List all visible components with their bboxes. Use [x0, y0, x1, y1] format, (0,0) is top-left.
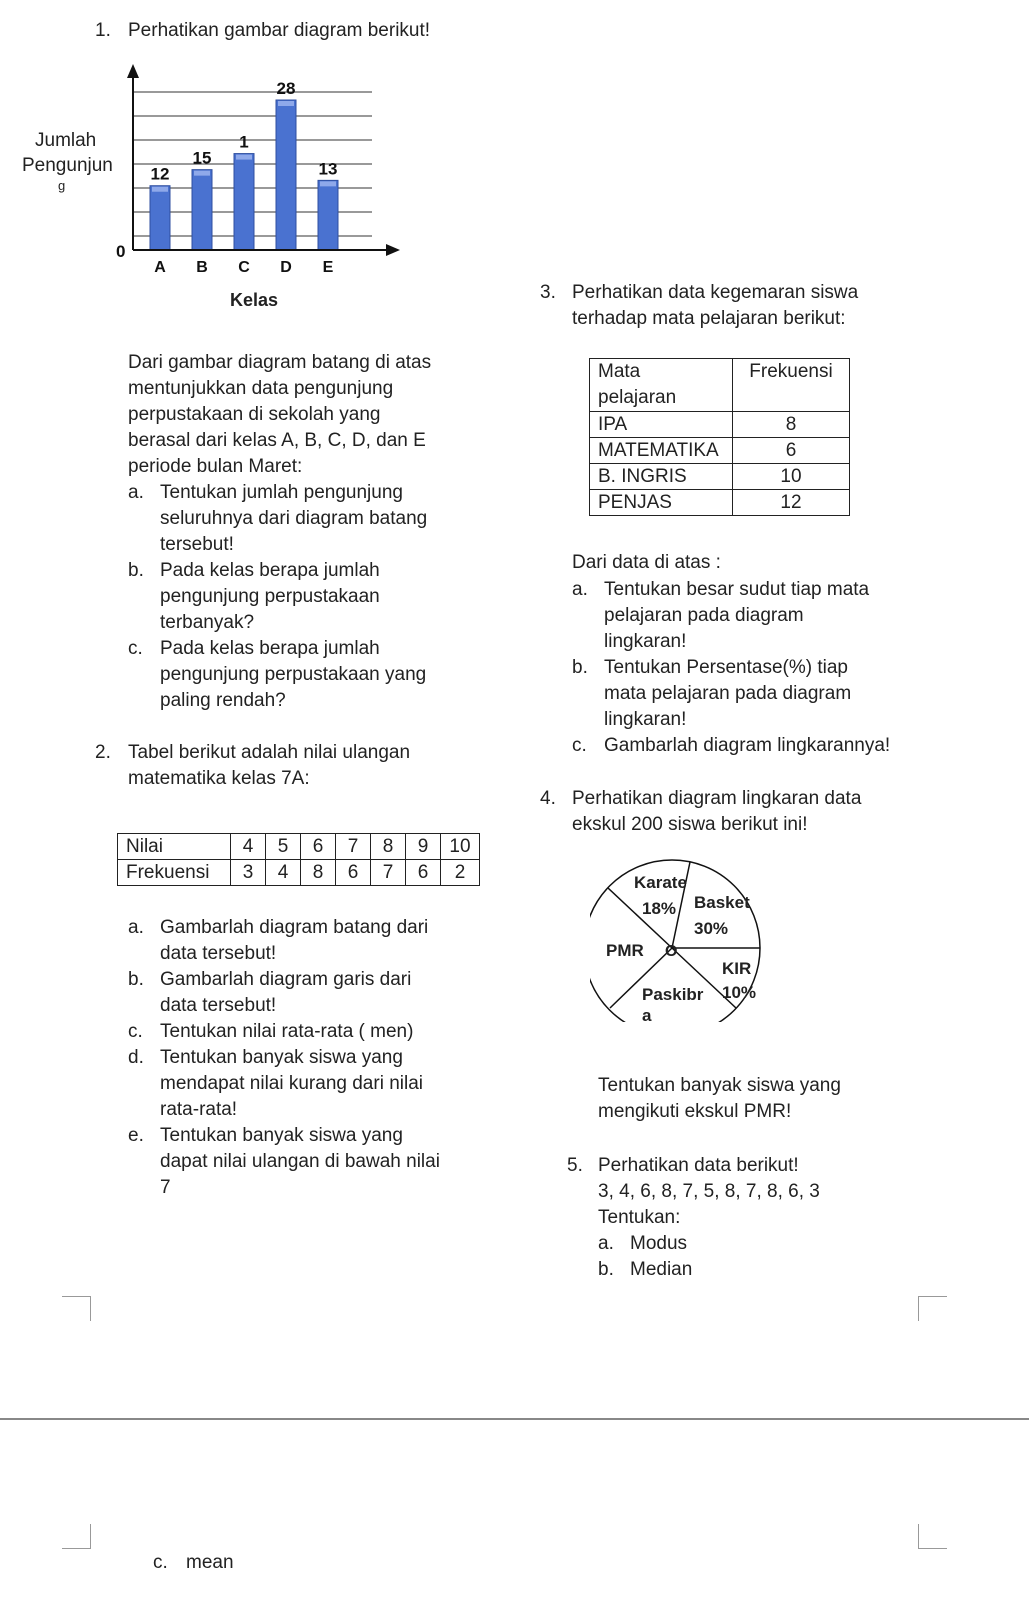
- table-cell: 6: [301, 834, 336, 860]
- q2-item-d-line2: mendapat nilai kurang dari nilai: [160, 1073, 423, 1094]
- q3-item-c-label: c.: [572, 735, 587, 756]
- data-label-A: 12: [150, 164, 170, 184]
- q3-item-a-label: a.: [572, 579, 588, 600]
- q4-title-line2: ekskul 200 siswa berikut ini!: [572, 814, 808, 835]
- q2-title-line1: Tabel berikut adalah nilai ulangan: [128, 742, 411, 763]
- pie-label-basket: Basket: [694, 893, 750, 912]
- table-cell-label: Frekuensi: [118, 860, 231, 886]
- table-cell: 7: [336, 834, 371, 860]
- table-cell: 2: [441, 860, 480, 886]
- table-cell: 9: [406, 834, 441, 860]
- q1-title: Perhatikan gambar diagram berikut!: [128, 20, 431, 41]
- q5-title: Perhatikan data berikut!: [598, 1155, 799, 1176]
- table-cell: 3: [231, 860, 266, 886]
- table-cell-subject: PENJAS: [590, 490, 733, 516]
- table-row-nilai: [118, 834, 480, 860]
- q2-item-e-line3: 7: [160, 1177, 171, 1198]
- q3-item-a-line3: lingkaran!: [604, 631, 687, 652]
- q1-item-a-line1: Tentukan jumlah pengunjung: [160, 482, 403, 503]
- pie-label-kir: KIR: [722, 959, 752, 978]
- q2-item-a-line2: data tersebut!: [160, 943, 277, 964]
- x-tick-C: C: [238, 259, 250, 276]
- data-label-D: 28: [276, 79, 296, 98]
- y-axis-label-line3: g: [58, 178, 66, 193]
- y-axis-arrow: [127, 64, 139, 78]
- bar-D: [276, 100, 296, 250]
- q1-item-a-line3: tersebut!: [160, 534, 234, 555]
- pie-label-kir-pct: 10%: [722, 983, 757, 1002]
- table-cell-frequency: 8: [733, 412, 850, 438]
- q3-item-b-label: b.: [572, 657, 588, 678]
- q1-item-a-label: a.: [128, 482, 144, 503]
- q5-item-a-label: a.: [598, 1233, 614, 1254]
- q3-item-b-line2: mata pelajaran pada diagram: [604, 683, 852, 704]
- origin-label: 0: [116, 242, 126, 261]
- chart-x-ticks: [154, 259, 333, 276]
- q5-number: 5.: [567, 1155, 583, 1176]
- q2-item-e-line2: dapat nilai ulangan di bawah nilai: [160, 1151, 440, 1172]
- table-cell-frequency: 6: [733, 438, 850, 464]
- q2-item-a-line1: Gambarlah diagram batang dari: [160, 917, 429, 938]
- q5-lead: Tentukan:: [598, 1207, 681, 1228]
- q1-item-b-label: b.: [128, 560, 144, 581]
- q2-number: 2.: [95, 742, 111, 763]
- q3-item-b-line1: Tentukan Persentase(%) tiap: [604, 657, 848, 678]
- q2-item-e-line1: Tentukan banyak siswa yang: [160, 1125, 403, 1146]
- q1-number: 1.: [95, 20, 111, 41]
- q3-title-line2: terhadap mata pelajaran berikut:: [572, 308, 846, 329]
- pie-label-karate-pct: 18%: [642, 899, 677, 918]
- q1-intro-line3: perpustakaan di sekolah yang: [128, 404, 381, 425]
- q1-intro-line5: periode bulan Maret:: [128, 456, 303, 477]
- pie-label-paskibra-2: a: [642, 1006, 652, 1025]
- q3-item-a-line2: pelajaran pada diagram: [604, 605, 804, 626]
- table-row-frekuensi: [118, 860, 480, 886]
- q1-intro-line1: Dari gambar diagram batang di atas: [128, 352, 432, 373]
- table-cell: 8: [301, 860, 336, 886]
- q2-title-line2: matematika kelas 7A:: [128, 768, 310, 789]
- pie-label-basket-pct: 30%: [694, 919, 729, 938]
- page-corner-bottom-left: [62, 1524, 91, 1549]
- q2-item-e-label: e.: [128, 1125, 144, 1146]
- q1-item-b-line3: terbanyak?: [160, 612, 255, 633]
- pie-divider-karate-pmr: [608, 888, 672, 948]
- q4-number: 4.: [540, 788, 556, 809]
- q1-item-c-line2: pengunjung perpustakaan yang: [160, 664, 427, 685]
- x-tick-B: B: [196, 259, 208, 276]
- table-cell: 6: [336, 860, 371, 886]
- q2-item-a-label: a.: [128, 917, 144, 938]
- bar-A: [150, 186, 170, 250]
- table-row: [590, 412, 850, 438]
- table-cell: 5: [266, 834, 301, 860]
- x-axis-arrow: [386, 244, 400, 256]
- q5-data-line: 3, 4, 6, 8, 7, 5, 8, 7, 8, 6, 3: [598, 1181, 820, 1202]
- q3-item-c-line1: Gambarlah diagram lingkarannya!: [604, 735, 891, 756]
- q2-item-b-line1: Gambarlah diagram garis dari: [160, 969, 412, 990]
- table-cell: 4: [266, 860, 301, 886]
- table-row: [590, 464, 850, 490]
- pie-center-mark: O: [665, 943, 678, 960]
- bar-B: [192, 170, 212, 250]
- q2-item-c-line1: Tentukan nilai rata-rata ( men): [160, 1021, 414, 1042]
- q2-item-c-label: c.: [128, 1021, 143, 1042]
- table-cell: 4: [231, 834, 266, 860]
- q5-item-a-text: Modus: [630, 1233, 688, 1254]
- x-axis-label: Kelas: [230, 290, 279, 310]
- data-label-C: 1: [239, 132, 249, 152]
- data-label-E: 13: [318, 159, 338, 179]
- pie-label-pmr: PMR: [606, 941, 644, 960]
- table-row: [590, 490, 850, 516]
- table-cell-subject: MATEMATIKA: [590, 438, 733, 464]
- bar-highlight-A: [152, 187, 168, 192]
- bar-highlight-C: [236, 155, 252, 160]
- x-tick-E: E: [322, 259, 334, 276]
- table-cell-frequency: 12: [733, 490, 850, 516]
- page-corner-top-right: [918, 1296, 947, 1321]
- table-cell: 8: [371, 834, 406, 860]
- q1-item-b-line1: Pada kelas berapa jumlah: [160, 560, 380, 581]
- q2-item-b-label: b.: [128, 969, 144, 990]
- table-cell-frequency: 10: [733, 464, 850, 490]
- q4-title-line1: Perhatikan diagram lingkaran data: [572, 788, 862, 809]
- table-cell-label: Nilai: [118, 834, 231, 860]
- q1-item-b-line2: pengunjung perpustakaan: [160, 586, 380, 607]
- q2-item-d-line3: rata-rata!: [160, 1099, 238, 1120]
- q3-subject-table: [589, 358, 850, 516]
- bar-C: [234, 154, 254, 250]
- page-divider: [0, 1418, 1029, 1420]
- table-header-row: [590, 359, 850, 412]
- bar-chart: [0, 60, 420, 330]
- table-cell-subject: IPA: [590, 412, 733, 438]
- table-cell: 10: [441, 834, 480, 860]
- q3-item-a-line1: Tentukan besar sudut tiap mata: [604, 579, 870, 600]
- page-corner-bottom-right: [918, 1524, 947, 1549]
- table-header-subject: [590, 359, 733, 412]
- bar-highlight-B: [194, 171, 210, 176]
- q3-number: 3.: [540, 282, 556, 303]
- q1-item-c-line1: Pada kelas berapa jumlah: [160, 638, 380, 659]
- q5-item-b-text: Median: [630, 1259, 693, 1280]
- q1-item-a-line2: seluruhnya dari diagram batang: [160, 508, 428, 529]
- q1-intro-line2: mentunjukkan data pengunjung: [128, 378, 394, 399]
- q4-question-line1: Tentukan banyak siswa yang: [598, 1075, 841, 1096]
- chart-bars: [150, 100, 338, 250]
- pie-label-karate: Karate: [634, 873, 687, 892]
- page-corner-top-left: [62, 1296, 91, 1321]
- table-cell: 6: [406, 860, 441, 886]
- table-row: [590, 438, 850, 464]
- page2-item-c-label: c.: [153, 1552, 168, 1573]
- header-subject-line1: Mata: [598, 361, 641, 382]
- page2-item-c-text: mean: [186, 1552, 234, 1573]
- data-label-B: 15: [192, 148, 212, 168]
- q2-item-d-label: d.: [128, 1047, 144, 1068]
- q2-item-d-line1: Tentukan banyak siswa yang: [160, 1047, 403, 1068]
- q3-title-line1: Perhatikan data kegemaran siswa: [572, 282, 859, 303]
- x-tick-D: D: [280, 259, 292, 276]
- q3-lead: Dari data di atas :: [572, 552, 721, 573]
- pie-label-paskibra-1: Paskibr: [642, 985, 704, 1004]
- bar-highlight-E: [320, 181, 336, 186]
- header-subject-line2: pelajaran: [598, 387, 677, 408]
- table-cell: 7: [371, 860, 406, 886]
- q5-item-b-label: b.: [598, 1259, 614, 1280]
- table-cell-subject: B. INGRIS: [590, 464, 733, 490]
- bar-highlight-D: [278, 101, 294, 106]
- q1-intro-line4: berasal dari kelas A, B, C, D, dan E: [128, 430, 426, 451]
- bar-E: [318, 180, 338, 250]
- pie-chart: [590, 858, 780, 1048]
- x-tick-A: A: [154, 259, 166, 276]
- q1-item-c-label: c.: [128, 638, 143, 659]
- q3-item-b-line3: lingkaran!: [604, 709, 687, 730]
- q2-score-table: [117, 833, 480, 886]
- table-header-frequency: Frekuensi: [733, 359, 850, 412]
- q1-item-c-line3: paling rendah?: [160, 690, 286, 711]
- q2-item-b-line2: data tersebut!: [160, 995, 277, 1016]
- q4-question-line2: mengikuti ekskul PMR!: [598, 1101, 792, 1122]
- pie-label-mask: [590, 1022, 780, 1048]
- y-axis-label-line2: Pengunjun: [22, 155, 113, 176]
- y-axis-label-line1: Jumlah: [35, 130, 97, 151]
